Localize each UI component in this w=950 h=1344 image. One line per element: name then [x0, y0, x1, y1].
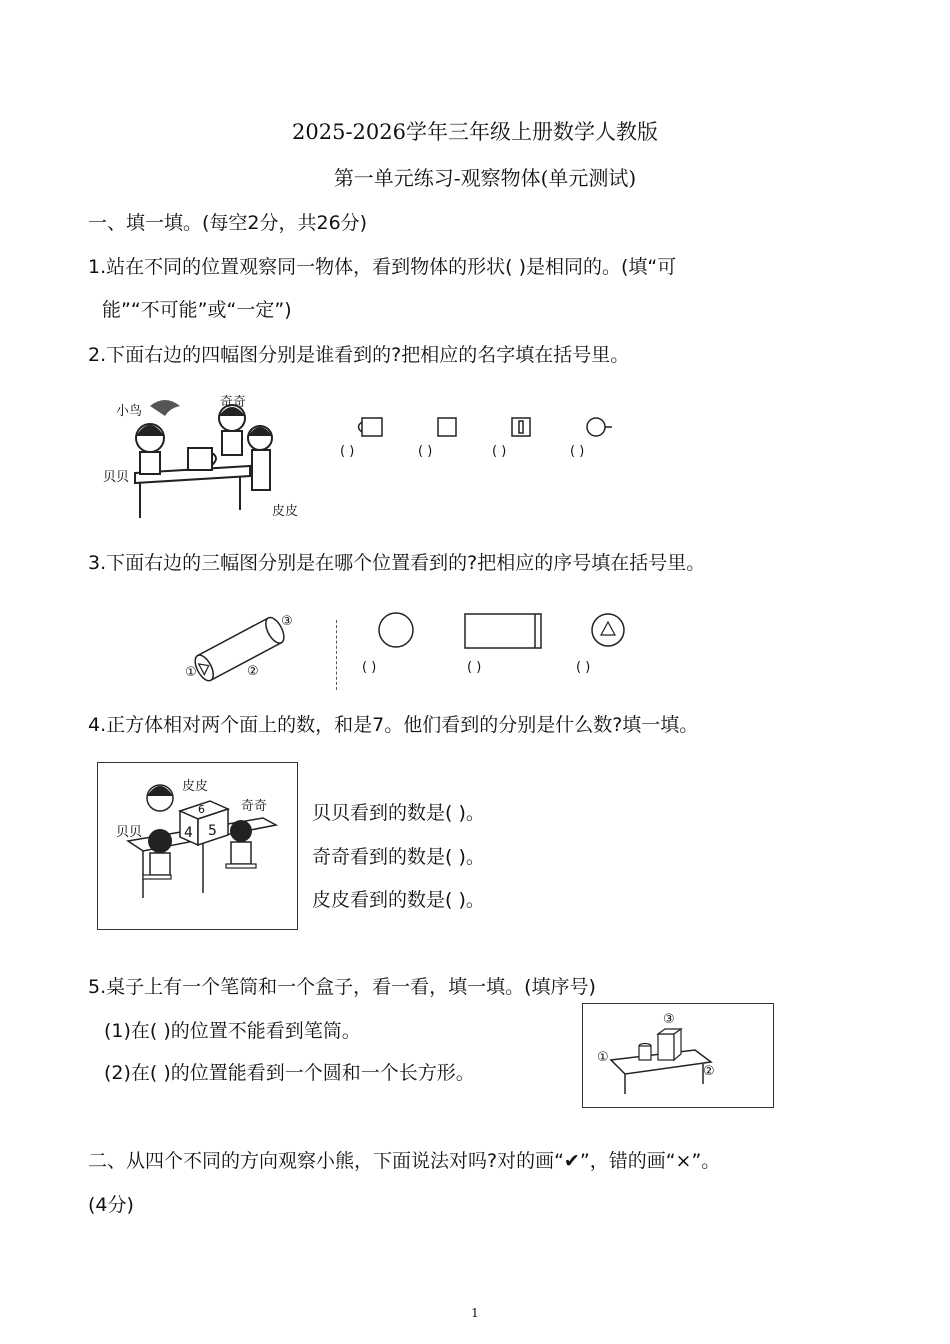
- q2-views: [340, 410, 640, 470]
- q5-text: 5.桌子上有一个笔筒和一个盒子，看一看，填一填。(填序号): [88, 976, 596, 998]
- q2-blank-3[interactable]: ( ): [492, 444, 507, 459]
- q2-blank-2[interactable]: ( ): [418, 444, 433, 459]
- q4-label-beibei: 贝贝: [116, 825, 143, 840]
- q1-line2: 能”“不可能”或“一定”): [102, 299, 292, 321]
- q2-scene-illustration: [100, 378, 320, 528]
- page-subtitle: 第一单元练习-观察物体(单元测试): [333, 166, 637, 190]
- marker-2: ②: [247, 664, 259, 679]
- q5-scene-box: [582, 1003, 774, 1108]
- q4-label-pipi: 皮皮: [182, 779, 209, 794]
- q5-marker-3: ③: [663, 1012, 675, 1027]
- cube-face-side: 5: [208, 823, 217, 839]
- marker-1: ①: [185, 665, 197, 680]
- q4-text: 4.正方体相对两个面上的数，和是7。他们看到的分别是什么数?填一填。: [88, 714, 699, 736]
- page-number: 1: [471, 1306, 479, 1320]
- q2-blank-4[interactable]: ( ): [570, 444, 585, 459]
- cube-face-front: 4: [184, 825, 193, 841]
- page-title: 2025-2026学年三年级上册数学人教版: [292, 120, 658, 144]
- section2-points: (4分): [88, 1194, 134, 1216]
- q4-scene-box: [97, 762, 298, 930]
- q5-sub2[interactable]: (2)在( )的位置能看到一个圆和一个长方形。: [104, 1062, 475, 1084]
- label-beibei: 贝贝: [103, 470, 130, 485]
- label-bird: 小鸟: [116, 404, 143, 419]
- q3-cylinder-illustration: [185, 610, 305, 685]
- q5-sub1[interactable]: (1)在( )的位置不能看到笔筒。: [104, 1020, 361, 1042]
- section1-heading: 一、填一填。(每空2分，共26分): [88, 212, 368, 234]
- marker-3: ③: [281, 614, 293, 629]
- q3-divider: [336, 620, 339, 690]
- q5-marker-1: ①: [597, 1050, 609, 1065]
- q4-answer-beibei[interactable]: 贝贝看到的数是( )。: [312, 802, 485, 824]
- q3-blank-1[interactable]: ( ): [362, 660, 377, 675]
- q4-label-qiqi: 奇奇: [241, 799, 268, 814]
- q3-text: 3.下面右边的三幅图分别是在哪个位置看到的?把相应的序号填在括号里。: [88, 552, 706, 574]
- q2-text: 2.下面右边的四幅图分别是谁看到的?把相应的名字填在括号里。: [88, 344, 630, 366]
- label-qiqi: 奇奇: [220, 395, 247, 410]
- label-pipi: 皮皮: [272, 504, 299, 519]
- q1-line1: 1.站在不同的位置观察同一物体，看到物体的形状( )是相同的。(填“可: [88, 256, 677, 278]
- q3-blank-3[interactable]: ( ): [576, 660, 591, 675]
- section2-heading: 二、从四个不同的方向观察小熊，下面说法对吗?对的画“✔”，错的画“×”。: [88, 1150, 721, 1172]
- q4-answer-qiqi[interactable]: 奇奇看到的数是( )。: [312, 846, 485, 868]
- q5-marker-2: ②: [703, 1064, 715, 1079]
- q3-blank-2[interactable]: ( ): [467, 660, 482, 675]
- q4-answer-pipi[interactable]: 皮皮看到的数是( )。: [312, 889, 485, 911]
- q3-views: [350, 608, 650, 688]
- cube-face-top: 6: [198, 803, 205, 816]
- q2-blank-1[interactable]: ( ): [340, 444, 355, 459]
